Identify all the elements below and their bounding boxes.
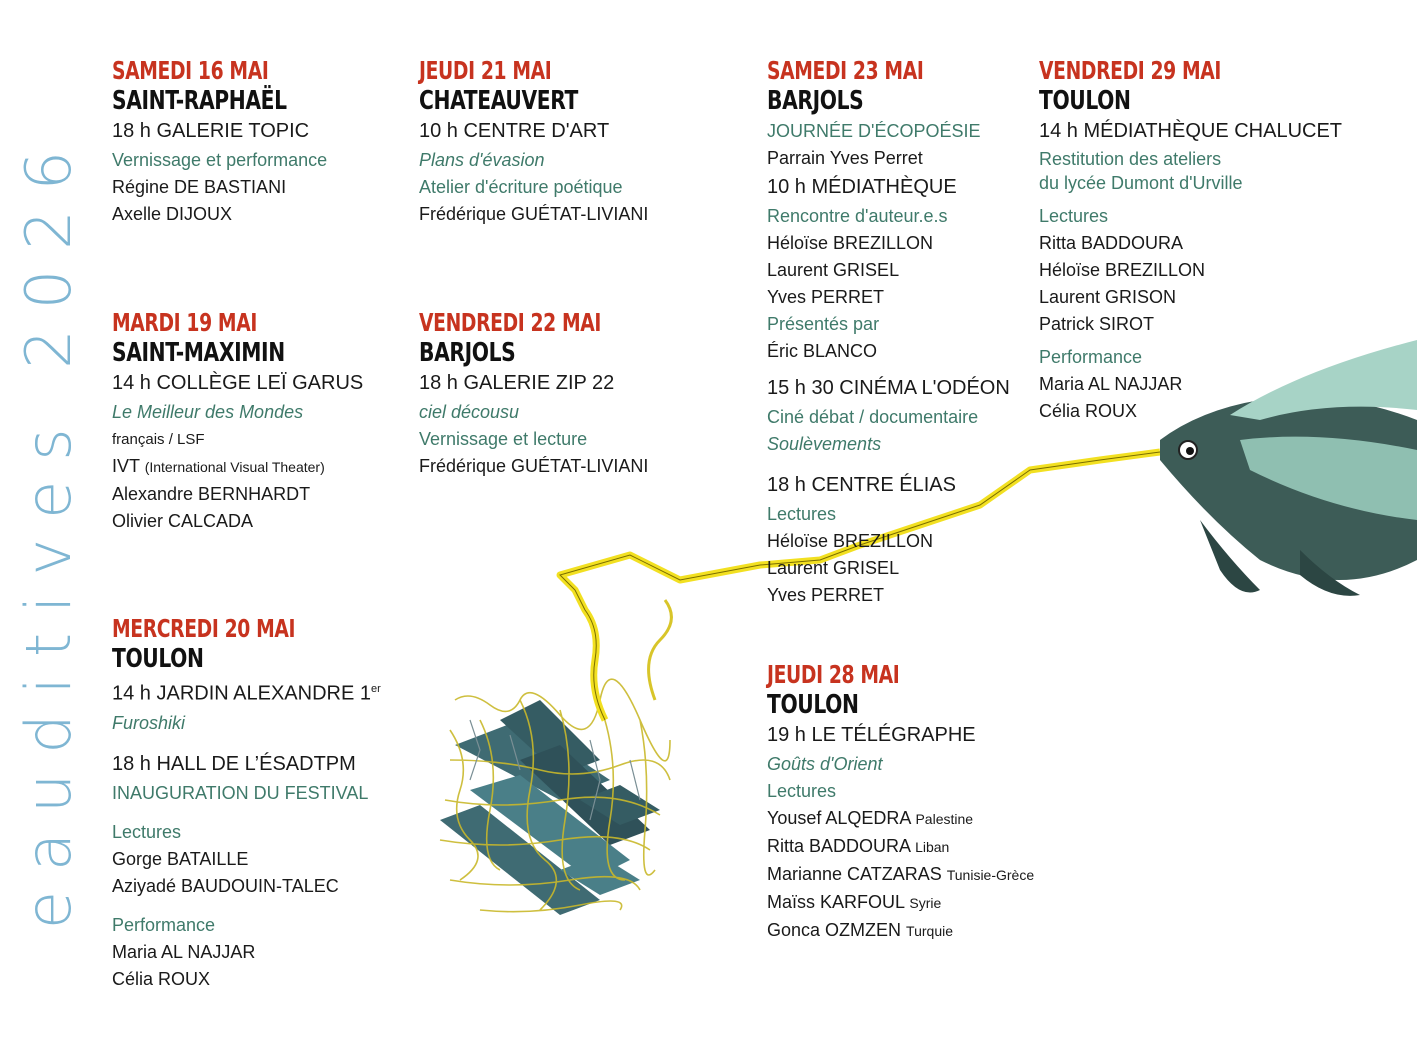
- event-city: BARJOLS: [419, 338, 516, 368]
- event-date: JEUDI 21 MAI: [419, 56, 552, 85]
- participant: Ritta BADDOURA Liban: [767, 836, 950, 856]
- event-city: TOULON: [1039, 86, 1131, 116]
- section-label: Performance: [1039, 347, 1143, 367]
- participant: Maïss KARFOUL Syrie: [767, 892, 942, 912]
- event-block: [767, 660, 1034, 945]
- event-description: du lycée Dumont d'Urville: [1039, 173, 1243, 193]
- event-note: français / LSF: [112, 431, 205, 448]
- participant: Alexandre BERNHARDT: [112, 484, 311, 504]
- participant: Aziyadé BAUDOUIN-TALEC: [112, 875, 339, 896]
- festival-title: eauditives 2026: [12, 130, 85, 930]
- participant: Laurent GRISON: [1039, 287, 1177, 307]
- venue: 18 h CENTRE ÉLIAS: [767, 474, 956, 496]
- event-date: MERCREDI 20 MAI: [112, 614, 296, 643]
- event-title: Furoshiki: [112, 712, 186, 733]
- participant: Maria AL NAJJAR: [1039, 374, 1183, 394]
- event-city: SAINT-RAPHAËL: [112, 86, 287, 116]
- participant: Éric BLANCO: [767, 341, 878, 361]
- event-block: [112, 56, 336, 228]
- event-block: [1039, 56, 1342, 425]
- participant: Frédérique GUÉTAT-LIVIANI: [419, 204, 649, 224]
- event-block: [419, 56, 648, 228]
- participant: Célia ROUX: [112, 968, 211, 989]
- section-label: Lectures: [767, 781, 837, 801]
- participant: Olivier CALCADA: [112, 511, 254, 531]
- venue: 14 h MÉDIATHÈQUE CHALUCET: [1039, 120, 1343, 142]
- event-description: Restitution des ateliers: [1039, 149, 1222, 169]
- venue: 18 h GALERIE ZIP 22: [419, 372, 615, 394]
- section-label: Performance: [112, 914, 216, 935]
- event-description: Vernissage et lecture: [419, 429, 588, 449]
- event-date: SAMEDI 16 MAI: [112, 56, 269, 85]
- venue: 14 h JARDIN ALEXANDRE 1er: [112, 682, 381, 705]
- venue: 19 h LE TÉLÉGRAPHE: [767, 724, 976, 746]
- event-description: Vernissage et performance: [112, 150, 328, 170]
- event-description: JOURNÉE D'ÉCOPOÉSIE: [767, 121, 981, 141]
- section-label: Lectures: [1039, 206, 1109, 226]
- participant: Laurent GRISEL: [767, 260, 900, 280]
- venue: 18 h GALERIE TOPIC: [112, 120, 310, 142]
- event-date: VENDREDI 22 MAI: [419, 308, 602, 337]
- participant: Frédérique GUÉTAT-LIVIANI: [419, 456, 649, 476]
- event-title: Goûts d'Orient: [767, 754, 883, 774]
- event-title: ciel décousu: [419, 402, 520, 422]
- event-title: Plans d'évasion: [419, 150, 545, 170]
- event-block: [112, 614, 381, 993]
- participant: Yousef ALQEDRA Palestine: [767, 808, 974, 828]
- section-label: Présentés par: [767, 314, 880, 334]
- event-city: SAINT-MAXIMIN: [112, 338, 285, 368]
- event-description: Ciné débat / documentaire: [767, 407, 979, 427]
- event-block: [419, 308, 662, 480]
- participant: Régine DE BASTIANI: [112, 177, 287, 197]
- participant: Ritta BADDOURA: [1039, 233, 1184, 253]
- participant: Maria AL NAJJAR: [112, 941, 256, 962]
- event-description: Atelier d'écriture poétique: [419, 177, 623, 197]
- participant: Axelle DIJOUX: [112, 204, 233, 224]
- net-illustration: [440, 679, 670, 915]
- event-title: Soulèvements: [767, 434, 882, 454]
- participant: Gorge BATAILLE: [112, 848, 249, 869]
- event-date: VENDREDI 29 MAI: [1039, 56, 1222, 85]
- section-label: Lectures: [767, 504, 837, 524]
- venue: 10 h MÉDIATHÈQUE: [767, 176, 957, 198]
- event-city: TOULON: [112, 644, 204, 674]
- venue: 10 h CENTRE D'ART: [419, 120, 610, 142]
- participant: Célia ROUX: [1039, 401, 1138, 421]
- participant: Gonca OZMZEN Turquie: [767, 920, 953, 940]
- event-city: BARJOLS: [767, 86, 864, 116]
- participant: Marianne CATZARAS Tunisie-Grèce: [767, 864, 1035, 884]
- event-date: SAMEDI 23 MAI: [767, 56, 924, 85]
- section-label: Lectures: [112, 821, 182, 842]
- participant: Patrick SIROT: [1039, 314, 1155, 334]
- event-title: Le Meilleur des Mondes: [112, 402, 304, 422]
- event-city: CHATEAUVERT: [419, 86, 579, 116]
- participant: Héloïse BREZILLON: [1039, 260, 1206, 280]
- participant: Yves PERRET: [767, 585, 885, 605]
- event-city: TOULON: [767, 690, 859, 720]
- venue: 18 h HALL DE L’ÉSADTPM: [112, 752, 356, 775]
- participant: IVT (International Visual Theater): [112, 456, 325, 476]
- participant: Héloïse BREZILLON: [767, 531, 934, 551]
- event-date: JEUDI 28 MAI: [767, 660, 900, 689]
- participant: Héloïse BREZILLON: [767, 233, 934, 253]
- participant: Laurent GRISEL: [767, 558, 900, 578]
- venue: 14 h COLLÈGE LEÏ GARUS: [112, 372, 364, 394]
- event-description: Rencontre d'auteur.e.s: [767, 206, 948, 226]
- venue: 15 h 30 CINÉMA L'ODÉON: [767, 377, 1010, 399]
- participant: Yves PERRET: [767, 287, 885, 307]
- event-block: [767, 56, 1010, 609]
- event-date: MARDI 19 MAI: [112, 308, 257, 337]
- event-block: [112, 308, 363, 535]
- event-description: INAUGURATION DU FESTIVAL: [112, 782, 369, 803]
- event-note: Parrain Yves Perret: [767, 148, 923, 168]
